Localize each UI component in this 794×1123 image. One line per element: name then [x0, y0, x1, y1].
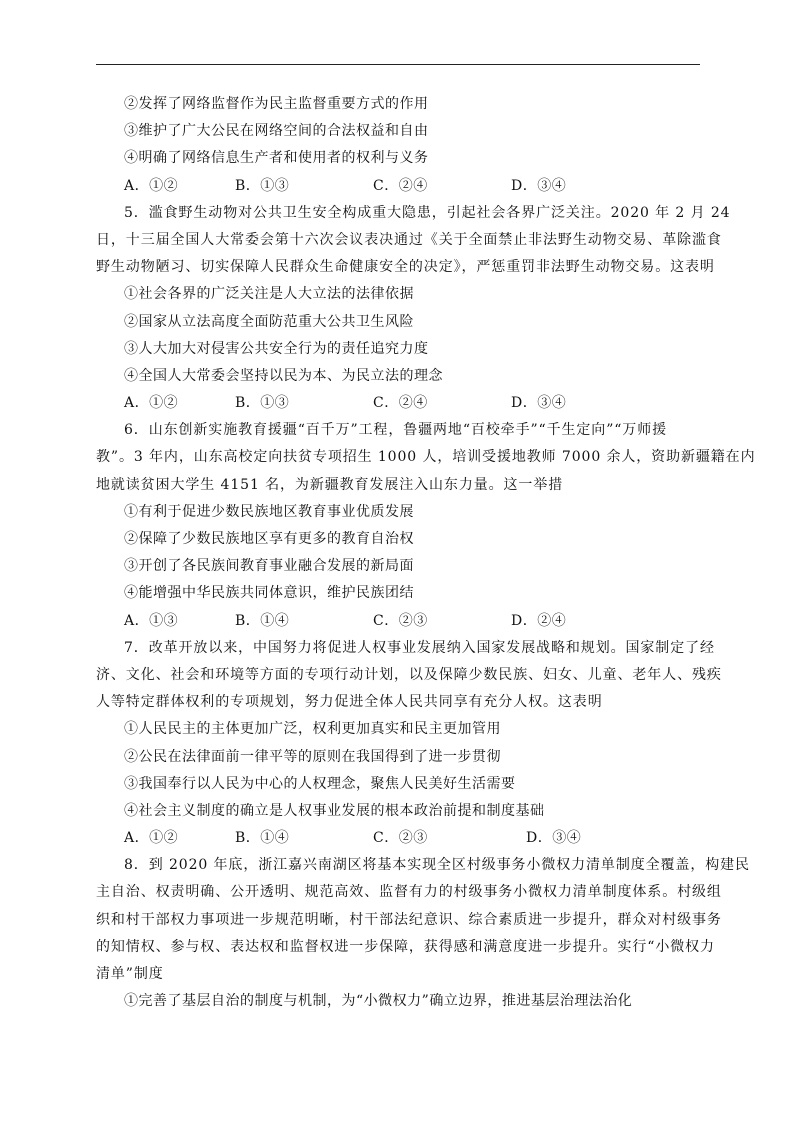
question-stem-line: 济、文化、社会和环境等方面的专项行动计划，以及保障少数民族、妇女、儿童、老年人、残疾: [96, 666, 722, 683]
option-line: ④能增强中华民族共同体意识，维护民族团结: [124, 585, 414, 602]
question-5: [96, 200, 731, 418]
choice-a: A．①②: [124, 395, 179, 412]
question-stem-line: 6．山东创新实施教育援疆“百千万”工程，鲁疆两地“百校牵手”“千生定向”“万师援: [124, 422, 668, 439]
question-stem-line: 8．到 2020 年底，浙江嘉兴南湖区将基本实现全区村级事务小微权力清单制度全覆盖，构建民: [124, 857, 750, 874]
choice-a: A．①③: [124, 612, 179, 629]
choice-b: B．①④: [235, 830, 290, 847]
option-line: ③开创了各民族间教育事业融合发展的新局面: [124, 558, 414, 575]
choice-c: C．②③: [373, 830, 428, 847]
question-7: [96, 635, 722, 853]
choice-a: A．①②: [124, 830, 179, 847]
choice-b: B．①③: [235, 395, 290, 412]
option-line: ③我国奉行以人民为中心的人权理念，聚焦人民美好生活需要: [124, 775, 516, 792]
option-line: ①人民民主的主体更加广泛，权利更加真实和民主更加管用: [124, 721, 501, 738]
option-line: ①社会各界的广泛关注是人大立法的法律依据: [124, 286, 414, 303]
option-line: ②公民在法律面前一律平等的原则在我国得到了进一步贯彻: [124, 748, 501, 765]
choice-d: D．③④: [511, 395, 567, 412]
choice-c: C．②③: [373, 612, 428, 629]
question-stem-line: 5．滥食野生动物对公共卫生安全构成重大隐患，引起社会各界广泛关注。2020 年 2 月 24: [124, 204, 731, 221]
option-line: ②保障了少数民族地区享有更多的教育自治权: [124, 531, 414, 547]
question-stem-line: 日，十三届全国人大常委会第十六次会议表决通过《关于全面禁止非法野生动物交易、革除滥食: [96, 231, 722, 248]
choice-c: C．②④: [373, 177, 428, 194]
choice-d: D．②④: [511, 612, 567, 629]
question-stem-line: 7．改革开放以来，中国努力将促进人权事业发展纳入国家发展战略和规划。国家制定了经: [124, 639, 715, 656]
answer-choices: [96, 825, 708, 852]
question-stem-line: 主自治、权责明确、公开透明、规范高效、监督有力的村级事务小微权力清单制度体系。村级组: [96, 884, 722, 901]
option-line: ④明确了网络信息生产者和使用者的权利与义务: [124, 150, 429, 167]
question-stem-line: 的知情权、参与权、表达权和监督权进一步保障，获得感和满意度进一步提升。实行“小微权力: [96, 938, 715, 955]
question-stem-line: 教”。3 年内，山东高校定向扶贫专项招生 1000 人，培训受援地教师 7000 余人，资助新疆籍在内: [96, 449, 756, 466]
header-rule: [96, 64, 700, 65]
answer-choices: [96, 608, 708, 635]
option-line: ④社会主义制度的确立是人权事业发展的根本政治前提和制度基础: [124, 802, 545, 819]
question-stem-line: 人等特定群体权利的专项规划，努力促进全体人民共同享有充分人权。这表明: [96, 694, 603, 711]
choice-b: B．①④: [235, 612, 290, 629]
option-line: ③人大加大对侵害公共安全行为的责任追究力度: [124, 340, 429, 357]
question-stem-line: 织和村干部权力事项进一步规范明晰，村干部法纪意识、综合素质进一步提升，群众对村级事务: [96, 911, 722, 928]
question-stem-line: 清单”制度: [96, 966, 164, 982]
answer-choices: [96, 173, 708, 200]
option-line: ①完善了基层自治的制度与机制，为“小微权力”确立边界，推进基层治理法治化: [124, 993, 633, 1010]
exam-page-body: [96, 91, 756, 1015]
option-line: ③维护了广大公民在网络空间的合法权益和自由: [124, 123, 429, 140]
prev-question: [96, 91, 708, 200]
option-line: ④全国人大常委会坚持以民为本、为民立法的理念: [124, 367, 443, 384]
choice-c: C．②④: [373, 395, 428, 412]
answer-choices: [96, 390, 708, 417]
choice-b: B．①③: [235, 177, 290, 194]
option-line: ②国家从立法高度全面防范重大公共卫生风险: [124, 313, 414, 330]
question-6: [96, 417, 756, 635]
choice-d: D．③④: [511, 177, 567, 194]
question-stem-line: 地就读贫困大学生 4151 名，为新疆教育发展注入山东力量。这一举措: [96, 476, 564, 493]
question-8: [96, 852, 750, 1015]
choice-d: D．③④: [526, 830, 582, 847]
question-stem-line: 野生动物陋习、切实保障人民群众生命健康安全的决定》，严惩重罚非法野生动物交易。这表明: [96, 259, 715, 276]
option-line: ②发挥了网络监督作为民主监督重要方式的作用: [124, 96, 429, 112]
choice-a: A．①②: [124, 177, 179, 194]
option-line: ①有利于促进少数民族地区教育事业优质发展: [124, 503, 414, 520]
